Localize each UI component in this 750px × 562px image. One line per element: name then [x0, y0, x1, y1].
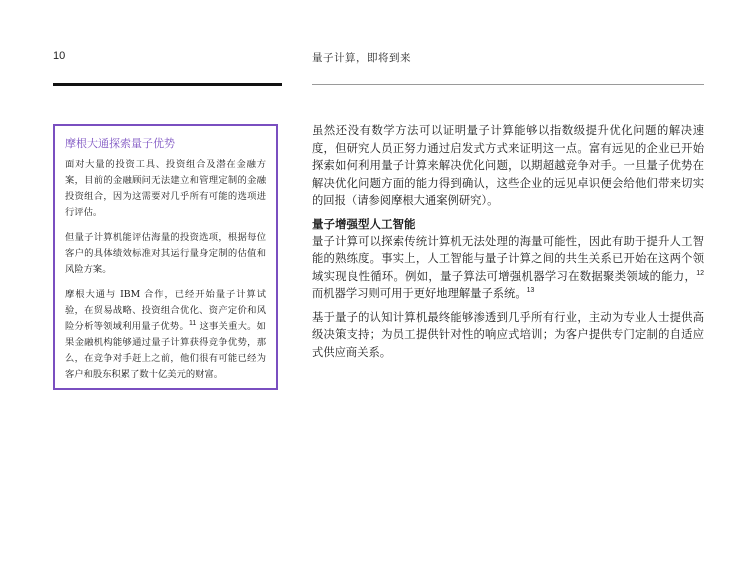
sidebar-paragraph: [65, 287, 266, 383]
body-paragraph: 基于量子的认知计算机最终能够渗透到几乎所有行业，主动为专业人士提供高级决策支持；为员工提供针对性的响应式培训；为客户提供专门定制的自适应式供应商关系。: [312, 310, 704, 359]
header-rule-right: [312, 84, 704, 85]
body-text: 量子计算可以探索传统计算机无法处理的海量可能性，因此有助于提升人工智能的熟练度。事实上，人工智能与量子计算之间的共生关系已开始在这两个领域实现良性循环。例如，量子算法可增强机器学习在数据聚类领域的能力，: [312, 234, 704, 283]
section-heading: 量子增强型人工智能: [312, 216, 416, 231]
running-header: 量子计算，即将到来: [312, 52, 411, 64]
sidebar-text: 这事关重大。如果金融机构能够通过量子计算获得竞争优势，那么，在竞争对手赶上之前，他们很有可能已经为客户和股东积累了数十亿美元的财富。: [65, 321, 266, 380]
body-paragraph: [312, 233, 704, 303]
header-rule-left: [53, 83, 282, 86]
body-paragraph: 虽然还没有数学方法可以证明量子计算能够以指数级提升优化问题的解决速度，但研究人员正努力通过启发式方式来证明这一点。富有远见的企业已开始探索如何利用量子计算来解决优化问题，以期超越竞争对手。一旦量子优势在解决优化问题方面的能力得到确认，这些企业的远见卓识便会给他们带来切实的回报（请参阅摩根大通案例研究）。: [312, 124, 704, 207]
footnote-ref: 11: [188, 319, 197, 327]
footnote-ref: 13: [526, 287, 535, 295]
footnote-ref: 12: [696, 269, 704, 277]
case-study-sidebar: [53, 124, 278, 390]
page-number: 10: [53, 50, 66, 62]
sidebar-text: 摩根大通与 IBM 合作，已经开始量子计算试验，在贸易战略、投资组合优化、资产定价和风险分析等领域利用量子优势。: [65, 289, 266, 332]
main-column: [312, 122, 704, 367]
sidebar-paragraph: 面对大量的投资工具、投资组合及潜在金融方案，目前的金融顾问无法建立和管理定制的金融投资组合，因为这需要对几乎所有可能的选项进行评估。: [65, 159, 266, 218]
sidebar-title: 摩根大通探索量子优势: [65, 137, 175, 150]
sidebar-paragraph: 但量子计算机能评估海量的投资选项，根据每位客户的具体绩效标准对其运行量身定制的估值和风险方案。: [65, 232, 266, 275]
body-text: 而机器学习则可用于更好地理解量子系统。: [312, 287, 527, 300]
